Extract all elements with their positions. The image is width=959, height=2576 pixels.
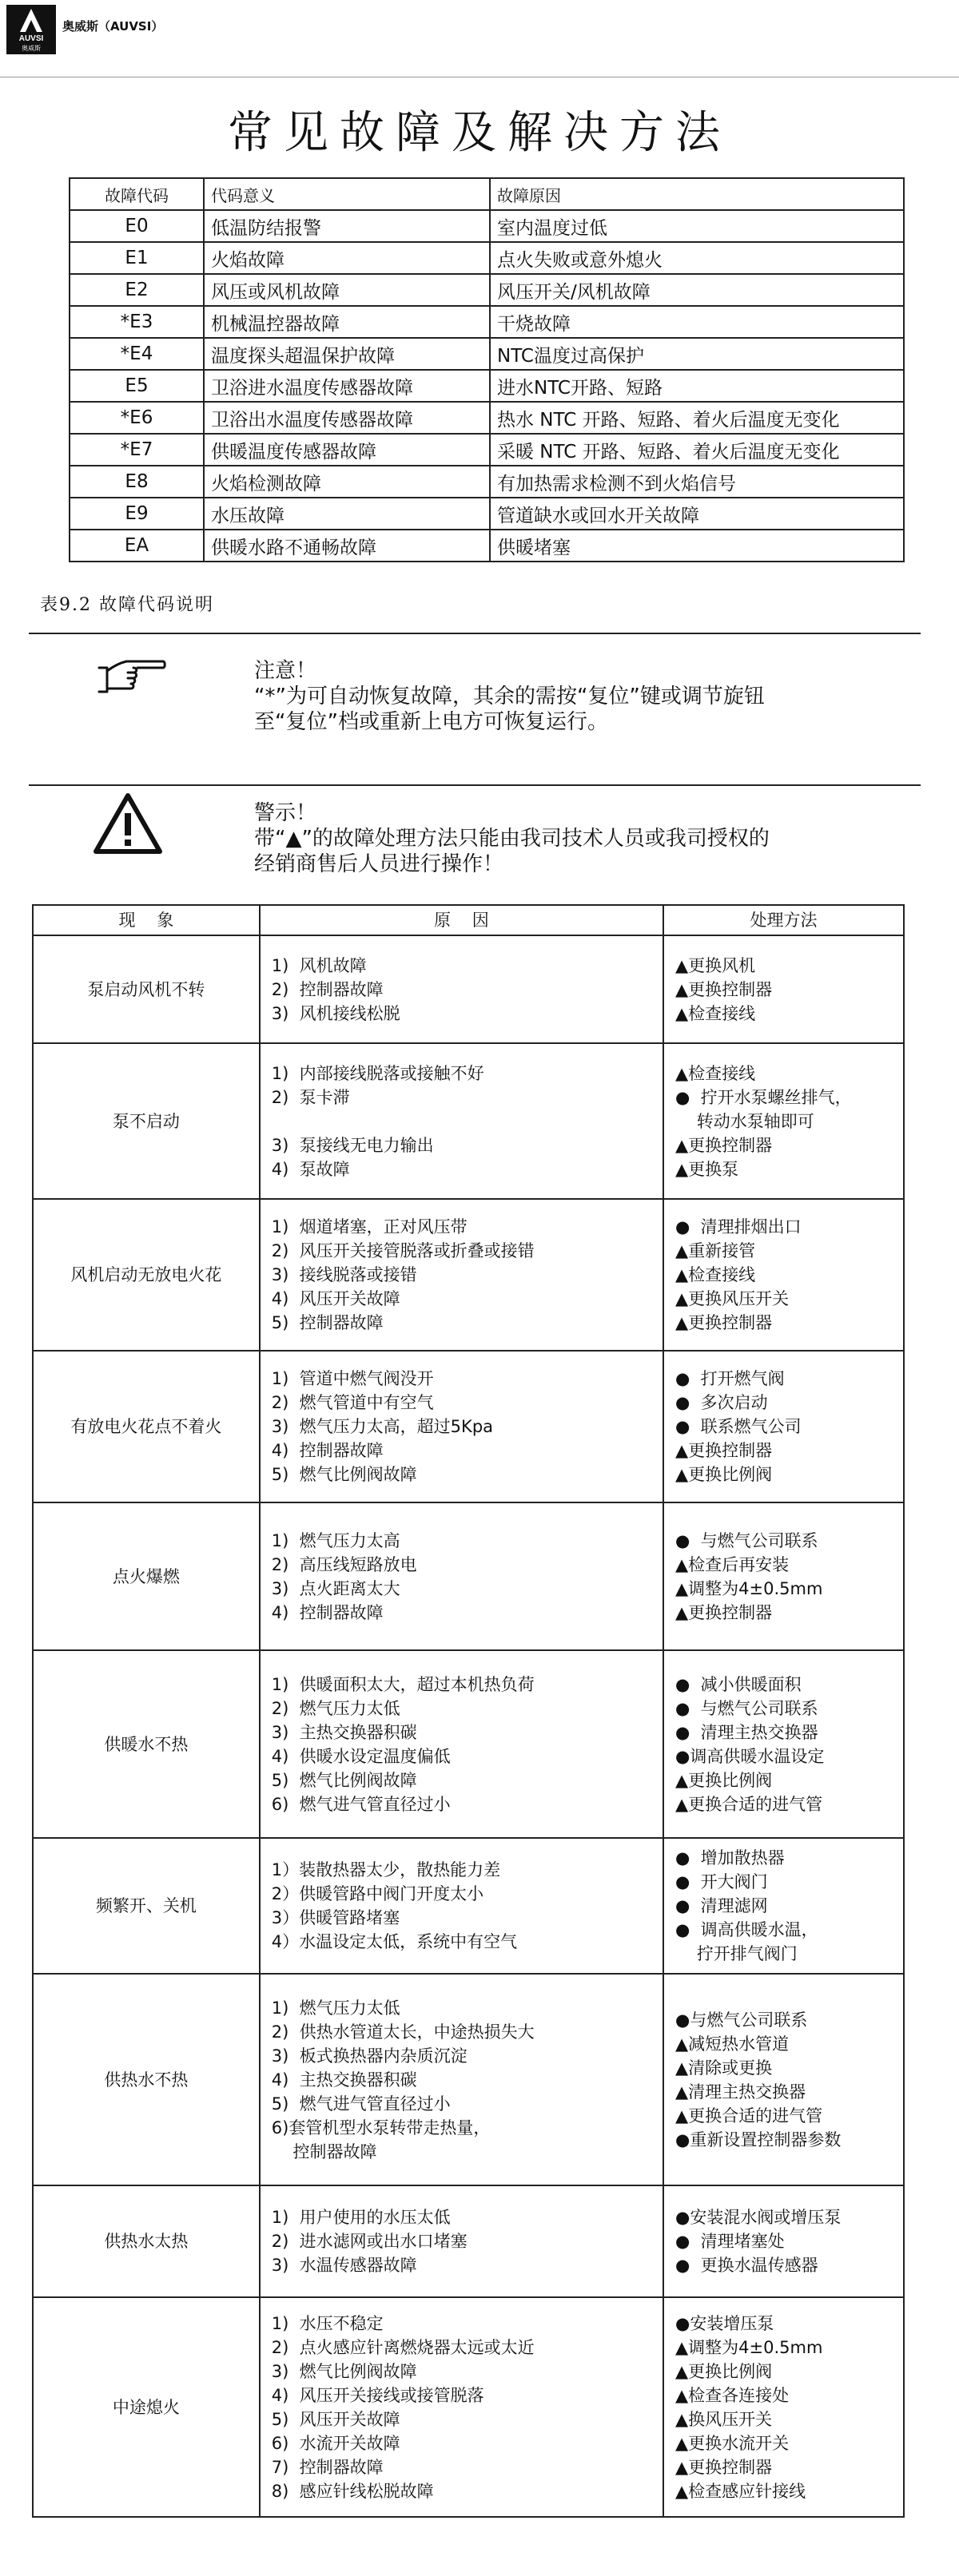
logo-subtext: 奥威斯 (22, 45, 41, 52)
fault-code: *E3 (70, 306, 204, 338)
header-cell: 故障代码 (70, 178, 204, 210)
table-row (70, 306, 904, 338)
fault-cause: 风压开关/风机故障 (490, 274, 904, 306)
table-row (70, 370, 904, 402)
fault-code: E0 (70, 210, 204, 242)
cause-cell: 1) 风机故障 2) 控制器故障 3) 风机接线松脱 (260, 935, 663, 1043)
fix-cell: ● 清理排烟出口 ▲重新接管 ▲检查接线 ▲更换风压开关 ▲更换控制器 (663, 1199, 904, 1351)
fix-cell: ● 与燃气公司联系 ▲检查后再安装 ▲调整为4±0.5mm ▲更换控制器 (663, 1502, 904, 1650)
table-row (33, 1838, 904, 1974)
fault-meaning: 卫浴出水温度传感器故障 (204, 402, 490, 434)
cause-cell: 1) 烟道堵塞，正对风压带 2) 风压开关接管脱落或折叠或接错 3) 接线脱落或接错 4) 风压开关故障 5) 控制器故障 (260, 1199, 663, 1351)
table-row (70, 338, 904, 370)
symptom-cell: 供热水不热 (33, 1974, 260, 2185)
brand-logo-icon (6, 5, 56, 54)
table-header-row (70, 178, 904, 210)
header-cell: 处理方法 (663, 905, 904, 935)
fault-code: E5 (70, 370, 204, 402)
fix-cell: ●与燃气公司联系 ▲减短热水管道 ▲清除或更换 ▲清理主热交换器 ▲更换合适的进气管 ●重新设置控制器参数 (663, 1974, 904, 2185)
fault-cause: 供暖堵塞 (490, 530, 904, 562)
section-divider (29, 784, 921, 786)
table-row (70, 402, 904, 434)
brand-name: 奥威斯（AUVSI） (62, 19, 164, 34)
symptom-cell: 泵不启动 (33, 1043, 260, 1199)
fix-cell: ●安装混水阀或增压泵 ● 清理堵塞处 ● 更换水温传感器 (663, 2185, 904, 2297)
fault-code: E8 (70, 466, 204, 498)
fault-code: *E6 (70, 402, 204, 434)
symptom-cell: 点火爆燃 (33, 1502, 260, 1650)
fix-cell: ● 减小供暖面积 ● 与燃气公司联系 ● 清理主热交换器 ●调高供暖水温设定 ▲更换比例阀 ▲更换合适的进气管 (663, 1650, 904, 1838)
fault-cause: 点火失败或意外熄火 (490, 242, 904, 274)
table-row (33, 2297, 904, 2517)
table-row (33, 1974, 904, 2185)
table-row (33, 1043, 904, 1199)
fault-cause: 室内温度过低 (490, 210, 904, 242)
table-row (33, 1351, 904, 1502)
table-row (33, 1650, 904, 1838)
fault-meaning: 低温防结报警 (204, 210, 490, 242)
fault-meaning: 水压故障 (204, 498, 490, 530)
fault-code: EA (70, 530, 204, 562)
table-row (70, 274, 904, 306)
symptom-cell: 频繁开、关机 (33, 1838, 260, 1974)
fix-cell: ● 增加散热器 ● 开大阀门 ● 清理滤网 ● 调高供暖水温， 拧开排气阀门 (663, 1838, 904, 1974)
fault-meaning: 风压或风机故障 (204, 274, 490, 306)
fix-cell: ▲检查接线 ● 拧开水泵螺丝排气， 转动水泵轴即可 ▲更换控制器 ▲更换泵 (663, 1043, 904, 1199)
table-row (70, 466, 904, 498)
table-row (33, 1199, 904, 1351)
fault-code: E2 (70, 274, 204, 306)
note-text-line: 至“复位”档或重新上电方可恢复运行。 (254, 710, 608, 734)
note-text-line: “*”为可自动恢复故障，其余的需按“复位”键或调节旋钮 (254, 685, 765, 708)
symptom-cell: 有放电火花点不着火 (33, 1351, 260, 1502)
fault-meaning: 温度探头超温保护故障 (204, 338, 490, 370)
fault-code: E1 (70, 242, 204, 274)
table-row (70, 434, 904, 466)
fix-cell: ▲更换风机 ▲更换控制器 ▲检查接线 (663, 935, 904, 1043)
header-cell: 现 象 (33, 905, 260, 935)
fix-cell: ● 打开燃气阀 ● 多次启动 ● 联系燃气公司 ▲更换控制器 ▲更换比例阀 (663, 1351, 904, 1502)
fault-cause: 有加热需求检测不到火焰信号 (490, 466, 904, 498)
table-row (70, 530, 904, 562)
symptom-cell: 风机启动无放电火花 (33, 1199, 260, 1351)
symptom-cell: 供热水太热 (33, 2185, 260, 2297)
fault-meaning: 机械温控器故障 (204, 306, 490, 338)
cause-cell: 1）装散热器太少，散热能力差 2）供暖管路中阀门开度太小 3）供暖管路堵塞 4）水温设定太低，系统中有空气 (260, 1838, 663, 1974)
header-cell: 代码意义 (204, 178, 490, 210)
fault-meaning: 供暖水路不通畅故障 (204, 530, 490, 562)
fault-cause: 管道缺水或回水开关故障 (490, 498, 904, 530)
warning-title: 警示！ (254, 801, 317, 825)
cause-cell: 1) 用户使用的水压太低 2) 进水滤网或出水口堵塞 3) 水温传感器故障 (260, 2185, 663, 2297)
cause-cell: 1) 管道中燃气阀没开 2) 燃气管道中有空气 3) 燃气压力太高，超过5Kpa 4) 控制器故障 5) 燃气比例阀故障 (260, 1351, 663, 1502)
fault-cause: 进水NTC开路、短路 (490, 370, 904, 402)
cause-cell: 1) 供暖面积太大，超过本机热负荷 2) 燃气压力太低 3) 主热交换器积碳 4) 供暖水设定温度偏低 5) 燃气比例阀故障 6) 燃气进气管直径过小 (260, 1650, 663, 1838)
header-cell: 故障原因 (490, 178, 904, 210)
fault-meaning: 卫浴进水温度传感器故障 (204, 370, 490, 402)
table-row (70, 498, 904, 530)
fault-cause: NTC温度过高保护 (490, 338, 904, 370)
page-title: 常见故障及解决方法 (228, 107, 731, 159)
table-row (70, 242, 904, 274)
note-title: 注意！ (254, 659, 317, 683)
symptom-cell: 中途熄火 (33, 2297, 260, 2517)
cause-cell: 1) 燃气压力太高 2) 高压线短路放电 3) 点火距离太大 4) 控制器故障 (260, 1502, 663, 1650)
warning-text-line: 带“▲”的故障处理方法只能由我司技术人员或我司授权的 (254, 827, 770, 851)
pointing-hand-icon (96, 657, 166, 697)
table-row (33, 1502, 904, 1650)
section-divider (29, 633, 921, 634)
fault-code: E9 (70, 498, 204, 530)
warning-block (254, 800, 770, 877)
table-row (33, 2185, 904, 2297)
table-row (70, 210, 904, 242)
note-block (254, 658, 765, 735)
cause-cell: 1) 内部接线脱落或接触不好 2) 泵卡滞 3) 泵接线无电力输出 4) 泵故障 (260, 1043, 663, 1199)
warning-text-line: 经销商售后人员进行操作！ (254, 852, 504, 876)
cause-cell: 1) 燃气压力太低 2) 供热水管道太长，中途热损失大 3) 板式换热器内杂质沉淀 4) 主热交换器积碳 5) 燃气进气管直径过小 6)套管机型水泵转带走热量， 控制器故障 (260, 1974, 663, 2185)
table-caption: 表9.2 故障代码说明 (40, 595, 214, 615)
header-cell: 原 因 (260, 905, 663, 935)
fault-code-table (69, 177, 905, 562)
fault-cause: 热水 NTC 开路、短路、着火后温度无变化 (490, 402, 904, 434)
table-row (33, 935, 904, 1043)
symptom-cell: 供暖水不热 (33, 1650, 260, 1838)
fault-cause: 采暖 NTC 开路、短路、着火后温度无变化 (490, 434, 904, 466)
table-header-row (33, 905, 904, 935)
fault-meaning: 火焰故障 (204, 242, 490, 274)
fault-code: *E4 (70, 338, 204, 370)
troubleshooting-table (32, 904, 905, 2518)
symptom-cell: 泵启动风机不转 (33, 935, 260, 1043)
warning-triangle-icon (93, 792, 163, 856)
fault-cause: 干烧故障 (490, 306, 904, 338)
fault-code: *E7 (70, 434, 204, 466)
logo-text: AUVSI (18, 34, 44, 43)
cause-cell: 1) 水压不稳定 2) 点火感应针离燃烧器太远或太近 3) 燃气比例阀故障 4) 风压开关接线或接管脱落 5) 风压开关故障 6) 水流开关故障 7) 控制器故障 8) 感应针线松脱故障 (260, 2297, 663, 2517)
page-header (0, 0, 959, 56)
fix-cell: ●安装增压泵 ▲调整为4±0.5mm ▲更换比例阀 ▲检查各连接处 ▲换风压开关 ▲更换水流开关 ▲更换控制器 ▲检查感应针接线 (663, 2297, 904, 2517)
fault-meaning: 火焰检测故障 (204, 466, 490, 498)
fault-meaning: 供暖温度传感器故障 (204, 434, 490, 466)
